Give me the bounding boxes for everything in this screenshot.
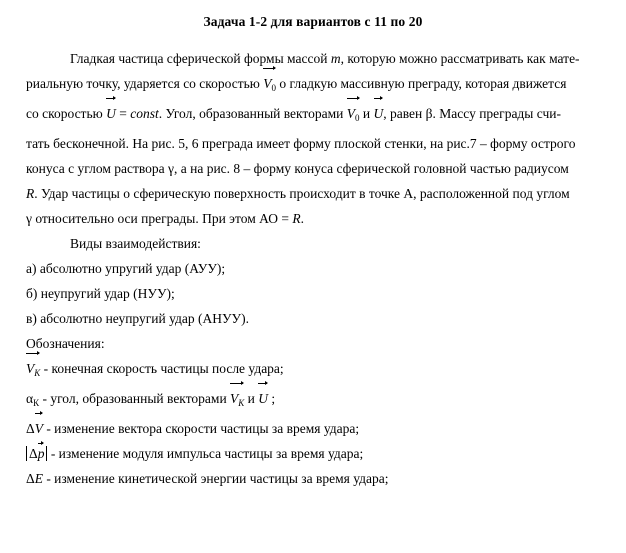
absolute-value-group <box>26 446 47 461</box>
notation-angle-alpha-k <box>26 386 600 416</box>
text-segment: - изменение вектора скорости частицы за время удара; <box>42 421 360 436</box>
text-segment: тать бесконечной. На рис. 5, 6 преграда имеет форму плоской стенки, на рис.7 – форму острого <box>26 136 576 151</box>
vector-arrow-icon <box>38 443 44 444</box>
symbol-delta: Δ <box>26 421 35 436</box>
symbol-const: const <box>130 106 159 121</box>
text-segment: - угол, образованный векторами <box>39 391 231 406</box>
symbol-delta: Δ <box>29 446 38 461</box>
notation-delta-momentum <box>26 441 600 466</box>
vector-arrow-icon <box>258 383 267 384</box>
symbol-radius-R: R <box>26 186 35 201</box>
paragraph-line-7 <box>26 206 600 231</box>
vector-p: p <box>38 446 45 461</box>
heading-notation: Обозначения: <box>26 336 105 351</box>
notation-delta-energy <box>26 466 600 491</box>
text-segment: - изменение модуля импульса частицы за время удара; <box>47 446 364 461</box>
text-segment: риальную точку, ударяется со скоростью <box>26 76 264 91</box>
heading-interaction-types: Виды взаимодействия: <box>70 236 201 251</box>
text-segment: - изменение кинетической энергии частицы за время удара; <box>42 471 389 486</box>
vector-arrow-icon <box>347 98 359 99</box>
text-segment: конуса с углом раствора γ, а на рис. 8 – форму конуса сферической головной частью радиусом <box>26 161 569 176</box>
vector-arrow-icon <box>26 353 39 354</box>
text-segment: = <box>115 106 131 121</box>
vector-U-ref: U <box>374 101 384 126</box>
text-segment: - конечная скорость частицы после удара; <box>40 361 284 376</box>
text-segment: , равен β. Массу преграды счи- <box>383 106 561 121</box>
symbol-radius-R-2: R <box>292 211 301 226</box>
paragraph-line-5 <box>26 156 600 181</box>
vector-V: V <box>35 416 43 441</box>
vector-arrow-icon <box>374 98 383 99</box>
vector-V0-ref: $V_0$ <box>347 101 360 131</box>
text-segment: . Угол, образованный векторами <box>158 106 347 121</box>
text-segment: . Удар частицы о сферическую поверхность происходит в точке А, расположенной под углом <box>34 186 570 201</box>
symbol-alpha-sub: К <box>33 398 40 408</box>
list-item-a: а) абсолютно упругий удар (АУУ); <box>26 261 226 276</box>
symbol-alpha: α <box>26 391 34 406</box>
paragraph-line-6 <box>26 181 600 206</box>
vector-V0: $V_0$ <box>263 71 276 101</box>
list-item-v: в) абсолютно неупругий удар (АНУУ). <box>26 311 249 326</box>
text-segment: . <box>300 211 304 226</box>
text-segment: со скоростью <box>26 106 107 121</box>
text-segment: , которую можно рассматривать как мате- <box>340 51 580 66</box>
vector-arrow-icon <box>230 383 243 384</box>
paragraph-problem-statement <box>26 46 600 71</box>
symbol-energy-E: E <box>34 471 43 486</box>
symbol-delta: Δ <box>26 471 35 486</box>
text-segment: о гладкую массивную преграду, которая движется <box>276 76 567 91</box>
vector-arrow-icon <box>106 98 115 99</box>
paragraph-line-3 <box>26 101 600 131</box>
vector-U-ref-2: U <box>258 386 268 411</box>
text-segment: ; <box>268 391 276 406</box>
text-segment: и <box>359 106 374 121</box>
text-segment: γ относительно оси преграды. При этом АО = <box>26 211 293 226</box>
vector-VK-ref: $V_К$ <box>230 386 244 416</box>
list-item-b: б) неупругий удар (НУУ); <box>26 286 175 301</box>
paragraph-line-4 <box>26 131 600 156</box>
vector-arrow-icon <box>263 68 275 69</box>
vector-arrow-icon <box>35 413 42 414</box>
notation-delta-velocity <box>26 416 600 441</box>
page-title: Задача 1-2 для вариантов с 11 по 20 <box>203 14 423 29</box>
vector-VK: $V_К$ <box>26 356 40 386</box>
text-segment: и <box>244 391 259 406</box>
notation-final-velocity <box>26 356 600 386</box>
text-segment: Гладкая частица сферической формы массой <box>70 51 331 66</box>
vector-U: U <box>106 101 116 126</box>
symbol-mass-m: m <box>330 51 341 66</box>
